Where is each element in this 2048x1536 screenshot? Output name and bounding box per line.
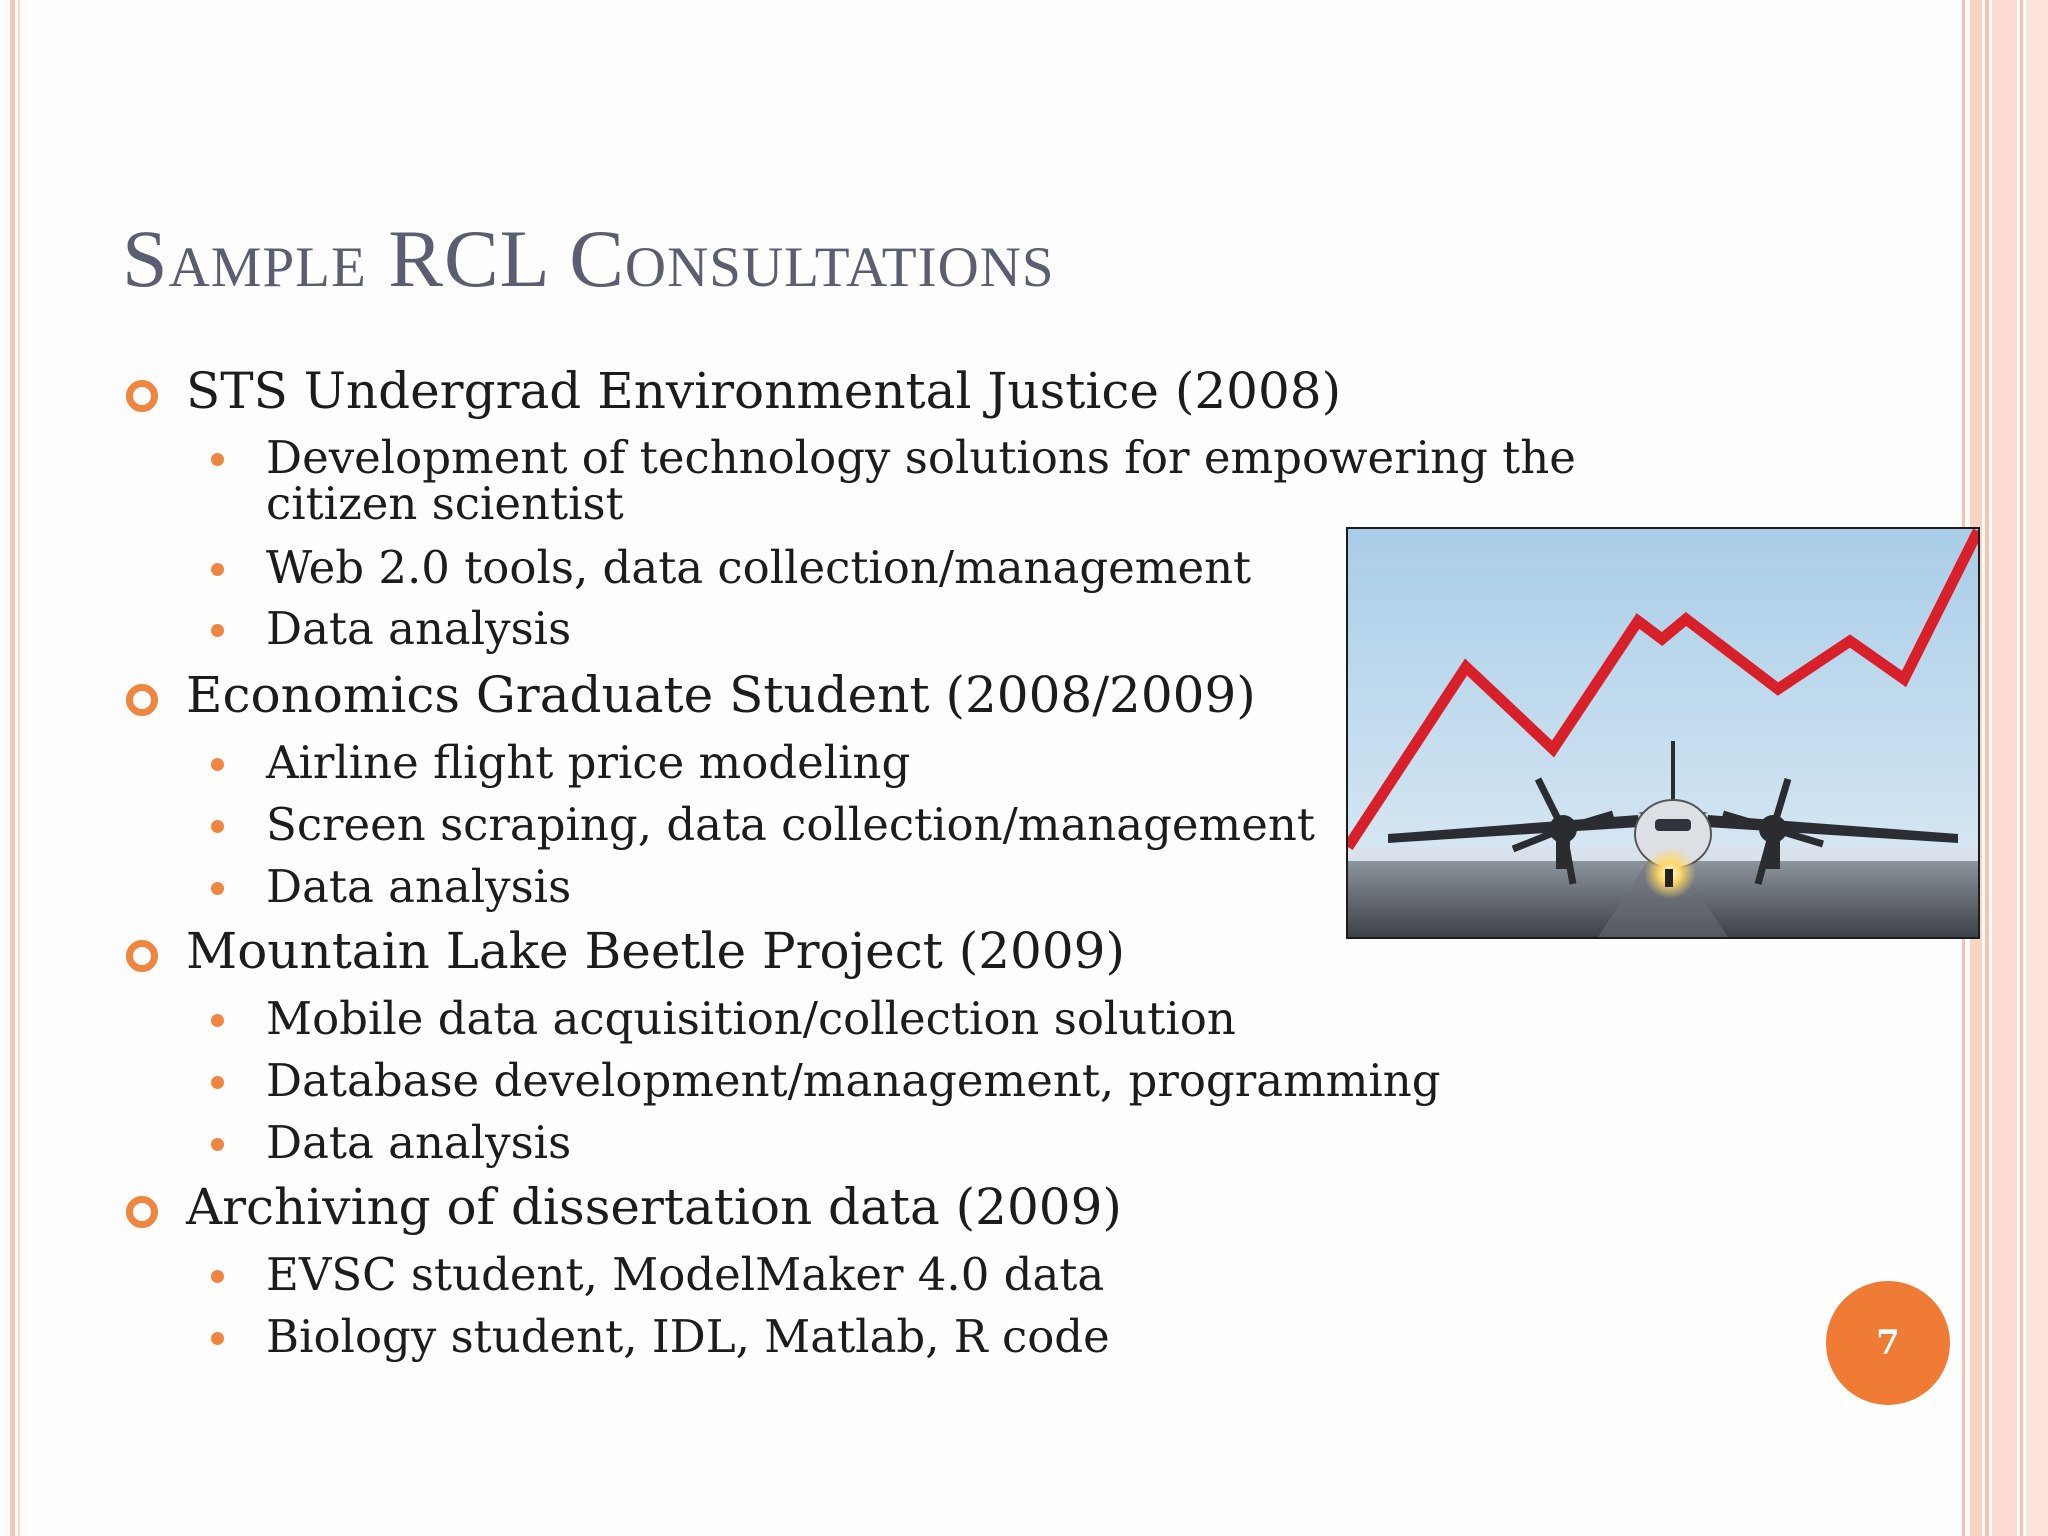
list-item: Data analysis [266, 860, 572, 913]
section-bullet-icon [126, 380, 158, 412]
section-bullet-icon [126, 1196, 158, 1228]
section-heading: Economics Graduate Student (2008/2009) [186, 666, 1256, 724]
list-item: Web 2.0 tools, data collection/management [266, 541, 1252, 594]
right-border-stripe [1992, 0, 2017, 1536]
list-item: Biology student, IDL, Matlab, R code [266, 1310, 1110, 1363]
left-border [10, 0, 15, 1536]
item-bullet-icon [211, 1332, 224, 1345]
item-bullet-icon [211, 1138, 224, 1151]
list-item: Database development/management, programming [266, 1054, 1441, 1107]
section-heading: Mountain Lake Beetle Project (2009) [186, 922, 1125, 980]
list-item: Development of technology solutions for empowering the [266, 431, 1576, 484]
slide-title: Sample RCL Consultations [122, 213, 1055, 304]
page-number-badge: 7 [1826, 1281, 1950, 1405]
right-border-stripe [1985, 0, 1989, 1536]
item-bullet-icon [211, 1076, 224, 1089]
right-border-stripe [2020, 0, 2023, 1536]
right-border-stripe [2026, 0, 2048, 1536]
list-item: EVSC student, ModelMaker 4.0 data [266, 1248, 1105, 1301]
section-heading: STS Undergrad Environmental Justice (2008) [186, 362, 1342, 420]
left-border-inner [18, 0, 20, 1536]
item-bullet-icon [211, 453, 224, 466]
list-item: Data analysis [266, 602, 572, 655]
list-item: Screen scraping, data collection/management [266, 798, 1315, 851]
item-bullet-icon [211, 563, 224, 576]
item-bullet-icon [211, 882, 224, 895]
section-bullet-icon [126, 684, 158, 716]
section-bullet-icon [126, 940, 158, 972]
item-bullet-icon [211, 1014, 224, 1027]
item-bullet-icon [211, 624, 224, 637]
airplane-trend-photo [1346, 527, 1980, 939]
list-item: Data analysis [266, 1116, 572, 1169]
list-item-continuation: citizen scientist [266, 477, 624, 530]
airplane-trend-illustration [1348, 529, 1978, 937]
item-bullet-icon [211, 1270, 224, 1283]
section-heading: Archiving of dissertation data (2009) [186, 1178, 1122, 1236]
item-bullet-icon [211, 758, 224, 771]
list-item: Mobile data acquisition/collection solution [266, 992, 1236, 1045]
list-item: Airline flight price modeling [266, 736, 911, 789]
item-bullet-icon [211, 820, 224, 833]
